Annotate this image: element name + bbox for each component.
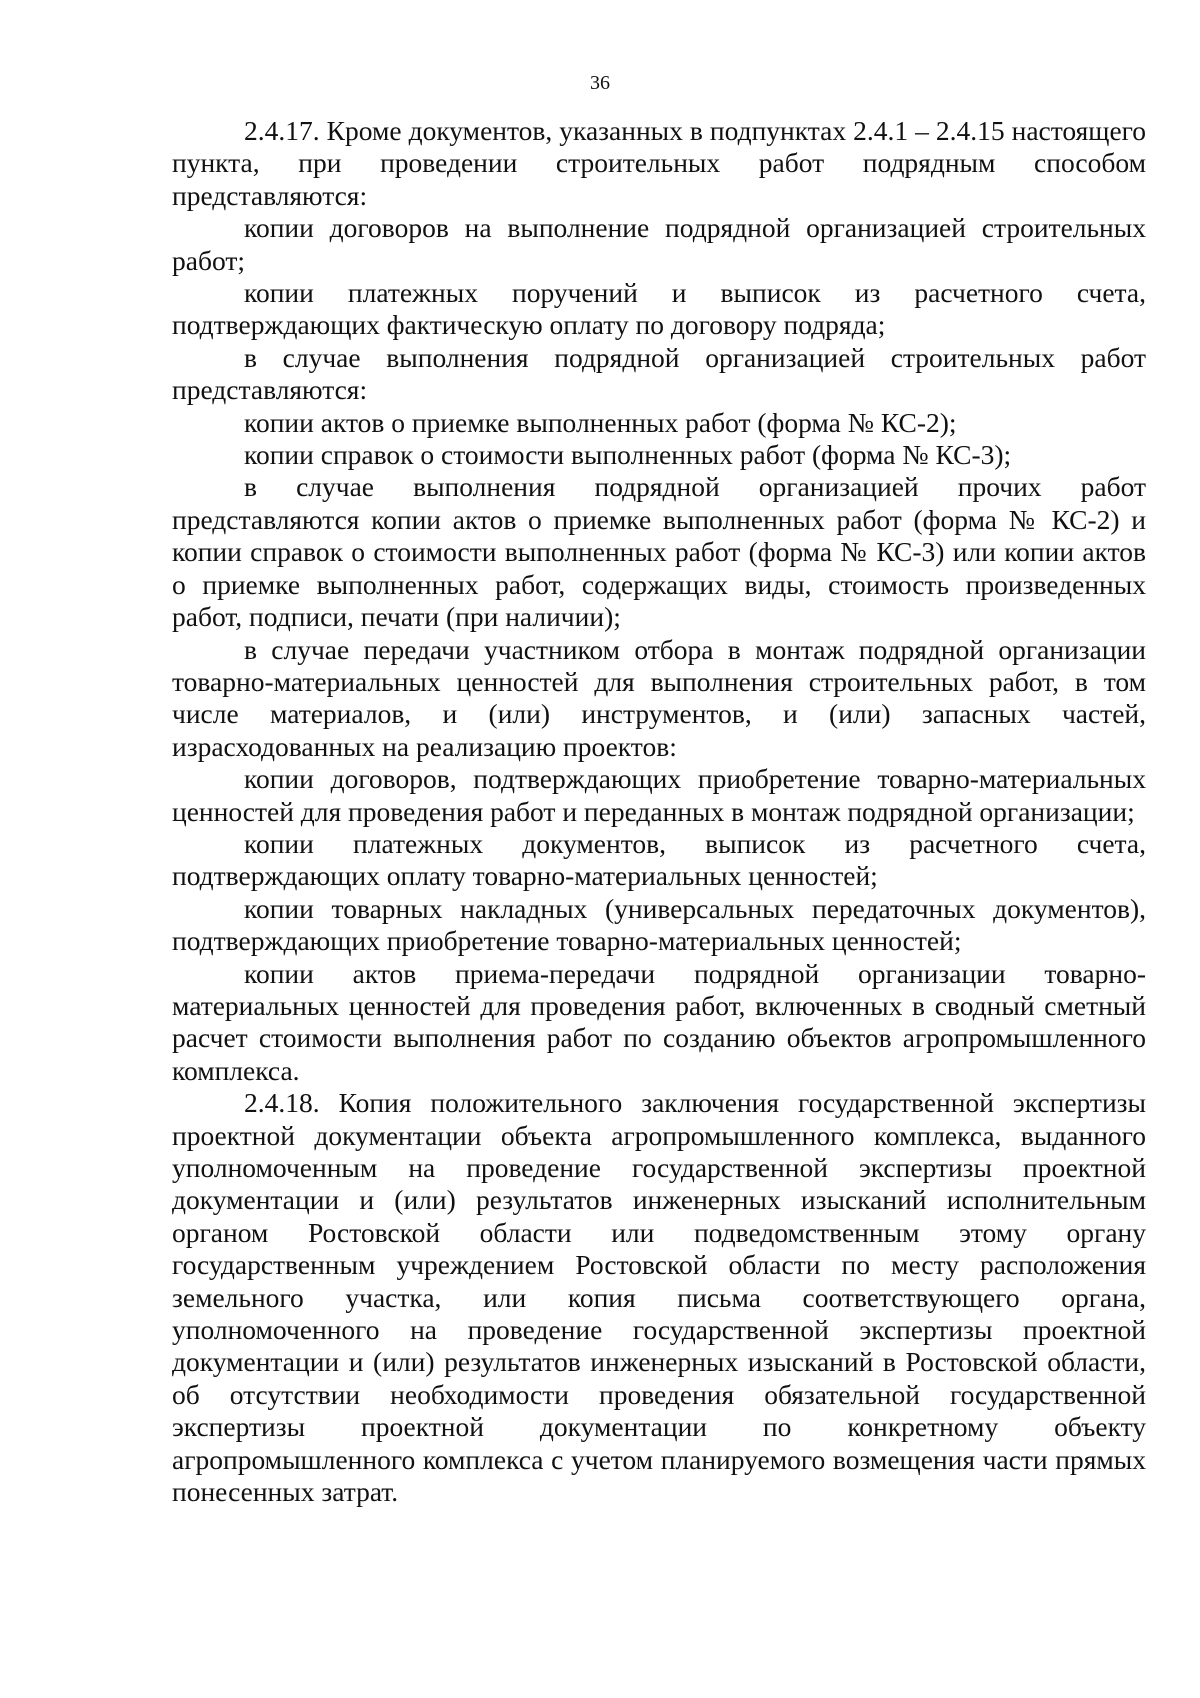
page-number: 36 xyxy=(590,72,610,94)
document-body xyxy=(172,115,1146,1508)
paragraph-2-4-17: 2.4.17. Кроме документов, указанных в подпунктах 2.4.1 – 2.4.15 настоящего пункта, при проведении строительных работ подрядным способом представляются: xyxy=(172,115,1146,211)
paragraph-materials-contracts: копии договоров, подтверждающих приобретение товарно-материальных ценностей для проведения работ и переданных в монтаж подрядной организации; xyxy=(172,763,1146,827)
paragraph-waybills: копии товарных накладных (универсальных передаточных документов), подтверждающих приобретение товарно-материальных ценностей; xyxy=(172,892,1146,957)
paragraph-contract-copies: копии договоров на выполнение подрядной организацией строительных работ; xyxy=(172,212,1146,276)
paragraph-payment-orders: копии платежных поручений и выписок из расчетного счета, подтверждающих фактическую оплату по договору подряда; xyxy=(172,277,1146,341)
paragraph-construction-works-case: в случае выполнения подрядной организацией строительных работ представляются: xyxy=(172,341,1146,406)
paragraph-ks2-acts: копии актов о приемке выполненных работ (форма № КС-2); xyxy=(244,406,957,438)
paragraph-2-4-18: 2.4.18. Копия положительного заключения государственной экспертизы проектной документации объекта агропромышленного комплекса, выданного уполномоченным на проведение государственной экспертизы проектной документации и (или) результатов инженерных изысканий исполнительным органом Ростовской области или подведомственным этому органу государственным учреждением Ростовской области по месту расположения земельного участка, или копия письма соответствующего органа, уполномоченного на проведение государственной экспертизы проектной документации и (или) результатов инженерных изысканий в Ростовской области, об отсутствии необходимости проведения обязательной государственной экспертизы проектной документации по конкретному объекту агропромышленного комплекса с учетом планируемого возмещения части прямых понесенных затрат. xyxy=(172,1087,1146,1508)
paragraph-other-works-case: в случае выполнения подрядной организацией прочих работ представляются копии актов о приемке выполненных работ (форма № КС-2) и копии справок о стоимости выполненных работ (форма № КС-3) или копии актов о приемке выполненных работ, содержащих виды, стоимость произведенных работ, подписи, печати (при наличии); xyxy=(172,471,1146,633)
paragraph-ks3-statements: копии справок о стоимости выполненных работ (форма № КС-3); xyxy=(244,439,1012,471)
paragraph-materials-transfer-case: в случае передачи участником отбора в монтаж подрядной организации товарно-материальных ценностей для выполнения строительных работ, в том числе материалов, и (или) инструментов, и (или) запасных частей, израсходованных на реализацию проектов: xyxy=(172,633,1146,762)
paragraph-transfer-acts: копии актов приема-передачи подрядной организации товарно-материальных ценностей для проведения работ, включенных в сводный сметный расчет стоимости выполнения работ по созданию объектов агропромышленного комплекса. xyxy=(172,957,1146,1086)
paragraph-payment-documents: копии платежных документов, выписок из расчетного счета, подтверждающих оплату товарно-материальных ценностей; xyxy=(172,827,1146,892)
